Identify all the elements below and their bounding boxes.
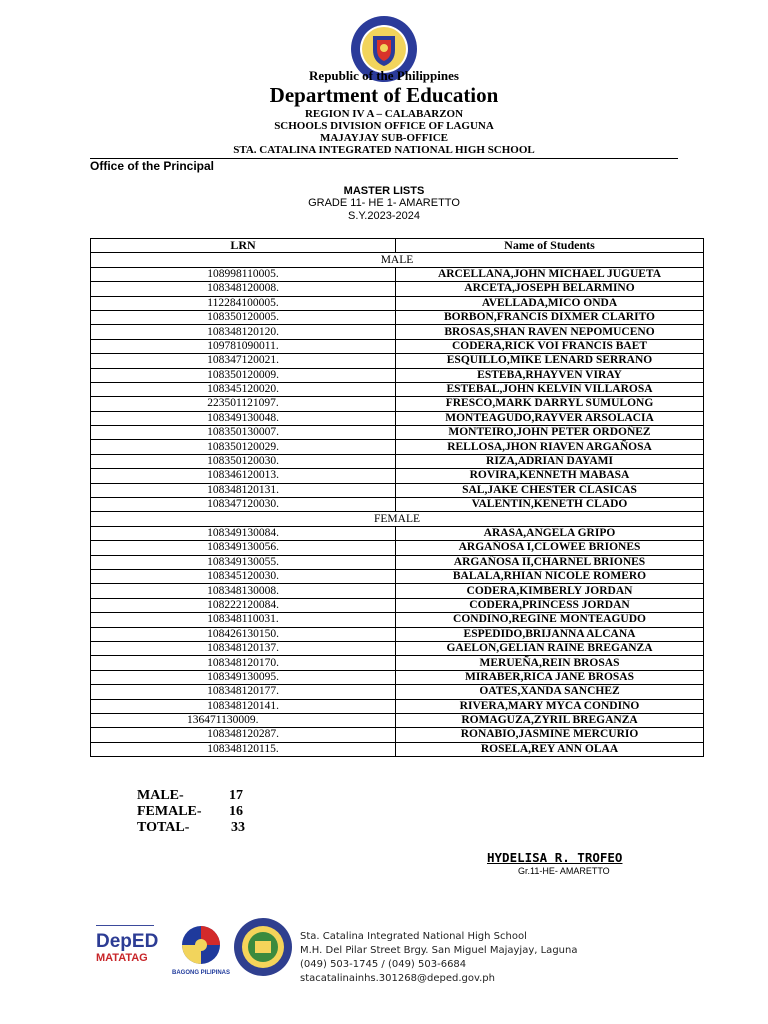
lrn-cell: 108348120177. [91, 685, 396, 699]
lrn-cell: 109781090011. [91, 339, 396, 353]
table-row [91, 339, 704, 353]
grade-section: GRADE 11- HE 1- AMARETTO [308, 197, 460, 209]
table-row [91, 454, 704, 468]
table-row [91, 613, 704, 627]
student-name-cell: BROSAS,SHAN RAVEN NEPOMUCENO [396, 325, 704, 339]
footer-address: M.H. Del Pilar Street Brgy. San Miguel Majayjay, Laguna [300, 945, 578, 956]
lrn-cell: 108348110031. [91, 613, 396, 627]
footer-school-name: Sta. Catalina Integrated National High School [300, 931, 527, 942]
female-section-row [91, 512, 704, 526]
student-name-cell: MIRABER,RICA JANE BROSAS [396, 670, 704, 684]
department-heading: Department of Education [269, 83, 499, 107]
table-row [91, 699, 704, 713]
student-name-cell: FRESCO,MARK DARRYL SUMULONG [396, 397, 704, 411]
footer-email: stacatalinainhs.301268@deped.gov.ph [300, 973, 495, 984]
student-name-cell: ARCETA,JOSEPH BELARMINO [396, 282, 704, 296]
footer-phone: (049) 503-1745 / (049) 503-6684 [300, 959, 467, 970]
table-row [91, 397, 704, 411]
table-row [91, 641, 704, 655]
table-row [91, 382, 704, 396]
adviser-name: HYDELISA R. TROFEO [487, 850, 623, 865]
student-name-cell: ARCELLANA,JOHN MICHAEL JUGUETA [396, 267, 704, 281]
lrn-cell: 108350120030. [91, 454, 396, 468]
table-row [91, 310, 704, 324]
school-year: S.Y.2023-2024 [348, 210, 420, 222]
student-name-cell: CONDINO,REGINE MONTEAGUDO [396, 613, 704, 627]
table-row [91, 685, 704, 699]
lrn-cell: 108349130084. [91, 526, 396, 540]
lrn-cell: 108348120115. [91, 742, 396, 756]
lrn-cell: 223501121097. [91, 397, 396, 411]
student-name-cell: OATES,XANDA SANCHEZ [396, 685, 704, 699]
student-name-cell: ESPEDIDO,BRIJANNA ALCANA [396, 627, 704, 641]
bagong-pilipinas-text: BAGONG PILIPINAS [171, 970, 230, 976]
table-row [91, 282, 704, 296]
table-row [91, 483, 704, 497]
lrn-cell: 108347120030. [91, 498, 396, 512]
table-row [91, 498, 704, 512]
lrn-cell: 108347120021. [91, 354, 396, 368]
table-row [91, 426, 704, 440]
lrn-cell: 108998110005. [91, 267, 396, 281]
lrn-cell: 108348120170. [91, 656, 396, 670]
table-row [91, 325, 704, 339]
female-count-label: FEMALE- [137, 804, 202, 819]
lrn-cell: 108345120030. [91, 569, 396, 583]
student-name-cell: RELLOSA,JHON RIAVEN ARGAÑOSA [396, 440, 704, 454]
student-name-cell: BORBON,FRANCIS DIXMER CLARITO [396, 310, 704, 324]
lrn-column-header: LRN [91, 239, 396, 253]
table-row [91, 598, 704, 612]
table-row [91, 670, 704, 684]
document-title: MASTER LISTS [343, 185, 425, 197]
student-name-cell: CODERA,PRINCESS JORDAN [396, 598, 704, 612]
table-row [91, 656, 704, 670]
student-name-cell: CODERA,KIMBERLY JORDAN [396, 584, 704, 598]
lrn-cell: 108426130150. [91, 627, 396, 641]
table-row [91, 354, 704, 368]
school-seal-logo [233, 917, 293, 977]
table-row [91, 541, 704, 555]
male-section-row [91, 253, 704, 267]
lrn-cell: 108349130048. [91, 411, 396, 425]
school-name-line: STA. CATALINA INTEGRATED NATIONAL HIGH SCHOOL [233, 144, 535, 156]
lrn-cell: 108349130056. [91, 541, 396, 555]
lrn-cell: 108350130007. [91, 426, 396, 440]
table-row [91, 584, 704, 598]
student-name-cell: ROSELA,REY ANN OLAA [396, 742, 704, 756]
office-label: Office of the Principal [90, 159, 215, 173]
table-row [91, 411, 704, 425]
division-line: SCHOOLS DIVISION OFFICE OF LAGUNA [274, 120, 494, 132]
table-row [91, 296, 704, 310]
region-line: REGION IV A – CALABARZON [304, 108, 464, 120]
footer-accent-line [96, 925, 154, 926]
student-name-cell: MONTEIRO,JOHN PETER ORDOÑEZ [396, 426, 704, 440]
table-row [91, 368, 704, 382]
lrn-cell: 108348120131. [91, 483, 396, 497]
student-name-cell: RONABIO,JASMINE MERCURIO [396, 728, 704, 742]
bagong-pilipinas-logo [170, 925, 232, 975]
student-name-cell: ROVIRA,KENNETH MABASA [396, 469, 704, 483]
student-name-cell: ESTEBA,RHAYVEN VIRAY [396, 368, 704, 382]
lrn-cell: 108349130055. [91, 555, 396, 569]
student-roster-table [90, 238, 704, 757]
lrn-cell: 112284100005. [91, 296, 396, 310]
student-name-cell: SAL,JAKE CHESTER CLASICAS [396, 483, 704, 497]
lrn-cell: 108348130008. [91, 584, 396, 598]
table-row [91, 555, 704, 569]
table-row [91, 569, 704, 583]
roster-body [91, 253, 704, 757]
table-row [91, 728, 704, 742]
student-name-cell: MONTEAGUDO,RAYVER ARSOLACIA [396, 411, 704, 425]
student-name-cell: ARASA,ANGELA GRIPO [396, 526, 704, 540]
lrn-cell: 108346120013. [91, 469, 396, 483]
table-row [91, 267, 704, 281]
bagong-pilipinas-emblem-icon [170, 925, 232, 965]
lrn-cell: 108222120084. [91, 598, 396, 612]
student-name-cell: RIVERA,MARY MYCA CONDINO [396, 699, 704, 713]
table-row [91, 440, 704, 454]
student-name-cell: AVELLADA,MICO ONDA [396, 296, 704, 310]
student-name-cell: RIZA,ADRIAN DAYAMI [396, 454, 704, 468]
student-name-cell: ROMAGUZA,ZYRIL BREGANZA [396, 713, 704, 727]
total-count-label: TOTAL- [137, 820, 190, 835]
lrn-cell: 108348120287. [91, 728, 396, 742]
student-name-cell: MERUEÑA,REIN BROSAS [396, 656, 704, 670]
student-name-cell: ARGAÑOSA I,CLOWEE BRIONES [396, 541, 704, 555]
name-column-header: Name of Students [396, 239, 704, 253]
republic-heading: Republic of the Philippines [309, 68, 459, 83]
deped-matatag-logo [96, 930, 161, 978]
section-label: MALE [91, 253, 704, 267]
table-row [91, 526, 704, 540]
lrn-cell: 108349130095. [91, 670, 396, 684]
lrn-cell: 136471130009. [91, 713, 396, 727]
adviser-position: Gr.11-HE- AMARETTO [518, 866, 610, 876]
table-row [91, 742, 704, 756]
lrn-cell: 108350120005. [91, 310, 396, 324]
male-count-value: 17 [229, 788, 243, 803]
lrn-cell: 108348120008. [91, 282, 396, 296]
sub-office-line: MAJAYJAY SUB-OFFICE [319, 132, 449, 144]
table-row [91, 713, 704, 727]
student-name-cell: GAELON,GELIAN RAINE BREGANZA [396, 641, 704, 655]
total-count-value: 33 [231, 820, 245, 835]
female-count-value: 16 [229, 804, 243, 819]
lrn-cell: 108350120029. [91, 440, 396, 454]
deped-wordmark: DepED [96, 931, 159, 952]
lrn-cell: 108348120120. [91, 325, 396, 339]
lrn-cell: 108348120137. [91, 641, 396, 655]
lrn-cell: 108350120009. [91, 368, 396, 382]
student-name-cell: ESTEBAL,JOHN KELVIN VILLAROSA [396, 382, 704, 396]
matatag-wordmark: MATATAG [96, 952, 148, 964]
section-label: FEMALE [91, 512, 704, 526]
student-name-cell: ESQUILLO,MIKE LENARD SERRANO [396, 354, 704, 368]
table-header-row [91, 239, 704, 253]
table-row [91, 627, 704, 641]
lrn-cell: 108348120141. [91, 699, 396, 713]
student-name-cell: VALENTIN,KENETH CLADO [396, 498, 704, 512]
student-name-cell: CODERA,RICK VOI FRANCIS BAET [396, 339, 704, 353]
male-count-label: MALE- [137, 788, 184, 803]
lrn-cell: 108345120020. [91, 382, 396, 396]
table-row [91, 469, 704, 483]
student-name-cell: ARGAÑOSA II,CHARNEL BRIONES [396, 555, 704, 569]
student-name-cell: BALALA,RHIAN NICOLE ROMERO [396, 569, 704, 583]
